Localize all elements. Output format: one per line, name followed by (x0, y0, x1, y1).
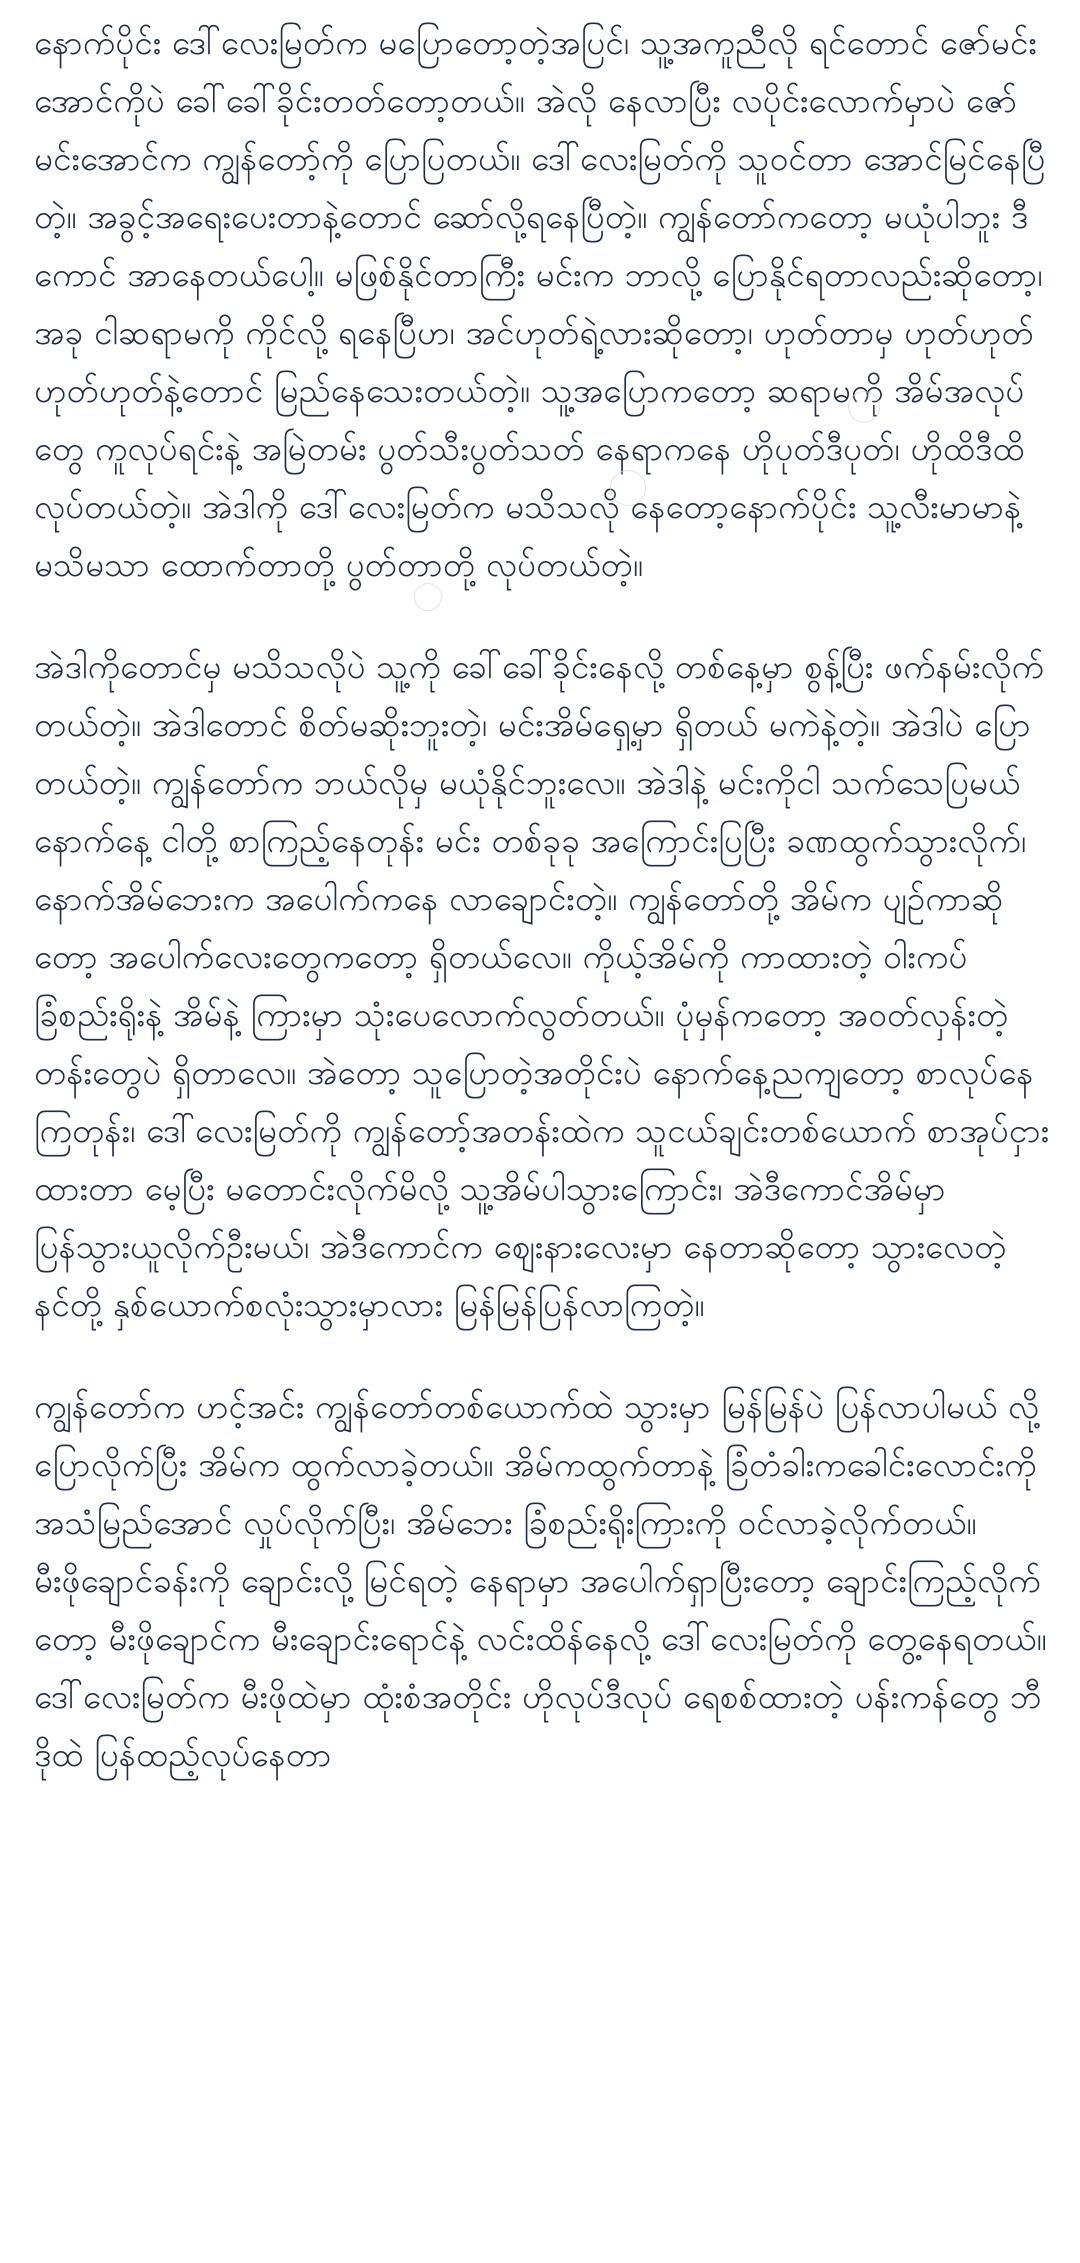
paragraph-3: ကျွန်တော်က ဟင့်အင်း ကျွန်တော်တစ်ယောက်ထဲ သွားမှာ မြန်မြန်ပဲ ပြန်လာပါမယ် လို့ ပြောလိုက်ပြီး အိမ်က ထွက်လာခဲ့တယ်။ အိမ်ကထွက်တာနဲ့ ခြံတံခါးကခေါင်းလောင်းကို အသံမြည်အောင် လှုပ်လိုက်ပြီး၊ အိမ်ဘေး ခြံစည်းရိုးကြားကို ဝင်လာခဲ့လိုက်တယ်။ မီးဖိုချောင်ခန်းကို ချောင်းလို့ မြင်ရတဲ့ နေရာမှာ အပေါက်ရှာပြီးတော့ ချောင်းကြည့်လိုက်တော့ မီးဖိုချောင်က မီးချောင်းရောင်နဲ့ လင်းထိန်နေလို့ ဒေါ်လေးမြတ်ကို တွေ့နေရတယ်။ ဒေါ်လေးမြတ်က မီးဖိုထဲမှာ ထုံးစံအတိုင်း ဟိုလုပ်ဒီလုပ် ရေစစ်ထားတဲ့ ပန်းကန်တွေ ဘီဒိုထဲ ပြန်ထည့်လုပ်နေတာ (34, 1387, 1047, 1774)
article-body (34, 14, 1050, 1784)
paragraph-2: အဲဒါကိုတောင်မှ မသိသလိုပဲ သူ့ကို ခေါ်ခေါ်ခိုင်းနေလို့ တစ်နေ့မှာ စွန့်ပြီး ဖက်နမ်းလိုက်တယ်တဲ့။ အဲဒါတောင် စိတ်မဆိုးဘူးတဲ့၊ မင်းအိမ်ရှေ့မှာ ရှိတယ် မကဲနဲ့တဲ့။ အဲဒါပဲ ပြောတယ်တဲ့။ ကျွန်တော်က ဘယ်လိုမှ မယုံနိုင်ဘူးလေ။ အဲဒါနဲ့ မင်းကိုငါ သက်သေပြမယ် နောက်နေ့ ငါတို့ စာကြည့်နေတုန်း မင်း တစ်ခုခု အကြောင်းပြပြီး ခဏထွက်သွားလိုက်၊ နောက်အိမ်ဘေးက အပေါက်ကနေ လာချောင်းတဲ့။ ကျွန်တော်တို့ အိမ်က ပျဉ်ကာဆိုတော့ အပေါက်လေးတွေကတော့ ရှိတယ်လေ။ ကိုယ့်အိမ်ကို ကာထားတဲ့ ဝါးကပ်ခြံစည်းရိုးနဲ့ အိမ်နဲ့ ကြားမှာ သုံးပေလောက်လွတ်တယ်။ ပုံမှန်ကတော့ အဝတ်လှန်းတဲ့ တန်းတွေပဲ ရှိတာလေ။ အဲတော့ သူပြောတဲ့အတိုင်းပဲ နောက်နေ့ညကျတော့ စာလုပ်နေကြတုန်း၊ ဒေါ်လေးမြတ်ကို ကျွန်တော့်အတန်းထဲက သူငယ်ချင်းတစ်ယောက် စာအုပ်ငှားထားတာ မေ့ပြီး မတောင်းလိုက်မိလို့ သူ့အိမ်ပါသွားကြောင်း၊ အဲဒီကောင်အိမ်မှာ ပြန်သွားယူလိုက်ဦးမယ်၊ အဲဒီကောင်က ဈေးနားလေးမှာ နေတာဆိုတော့ သွားလေတဲ့ နင်တို့ နှစ်ယောက်စလုံးသွားမှာလား မြန်မြန်ပြန်လာကြတဲ့။ (34, 647, 1050, 1324)
paragraph-1: နောက်ပိုင်း ဒေါ်လေးမြတ်က မပြောတော့တဲ့အပြင်၊ သူ့အကူညီလို ရင်တောင် ဇော်မင်းအောင်ကိုပဲ ခေါ်ခေါ်ခိုင်းတတ်တော့တယ်။ အဲလို နေလာပြီး လပိုင်းလောက်မှာပဲ ဇော်မင်းအောင်က ကျွန်တော့်ကို ပြောပြတယ်။ ဒေါ်လေးမြတ်ကို သူဝင်တာ အောင်မြင်နေပြီတဲ့။ အခွင့်အရေးပေးတာနဲ့တောင် ဆော်လို့ရနေပြီတဲ့။ ကျွန်တော်ကတော့ မယုံပါဘူး ဒီကောင် အာနေတယ်ပေါ့။ မဖြစ်နိုင်တာကြီး မင်းက ဘာလို့ ပြောနိုင်ရတာလည်းဆိုတော့၊ အခု ငါဆရာမကို ကိုင်လို့ ရနေပြီဟ၊ အင်ဟုတ်ရဲ့လားဆိုတော့၊ ဟုတ်တာမှ ဟုတ်ဟုတ်ဟုတ်ဟုတ်နဲ့တောင် မြည်နေသေးတယ်တဲ့။ သူ့အပြောကတော့ ဆရာမကို အိမ်အလုပ်တွေ ကူလုပ်ရင်းနဲ့ အမြဲတမ်း ပွတ်သီးပွတ်သတ် နေရာကနေ ဟိုပုတ်ဒီပုတ်၊ ဟိုထိဒီထိလုပ်တယ်တဲ့။ အဲဒါကို ဒေါ်လေးမြတ်က မသိသလို နေတော့နောက်ပိုင်း သူ့လီးမာမာနဲ့ မသိမသာ ထောက်တာတို့ ပွတ်တာတို့ လုပ်တယ်တဲ့။ (34, 23, 1046, 584)
